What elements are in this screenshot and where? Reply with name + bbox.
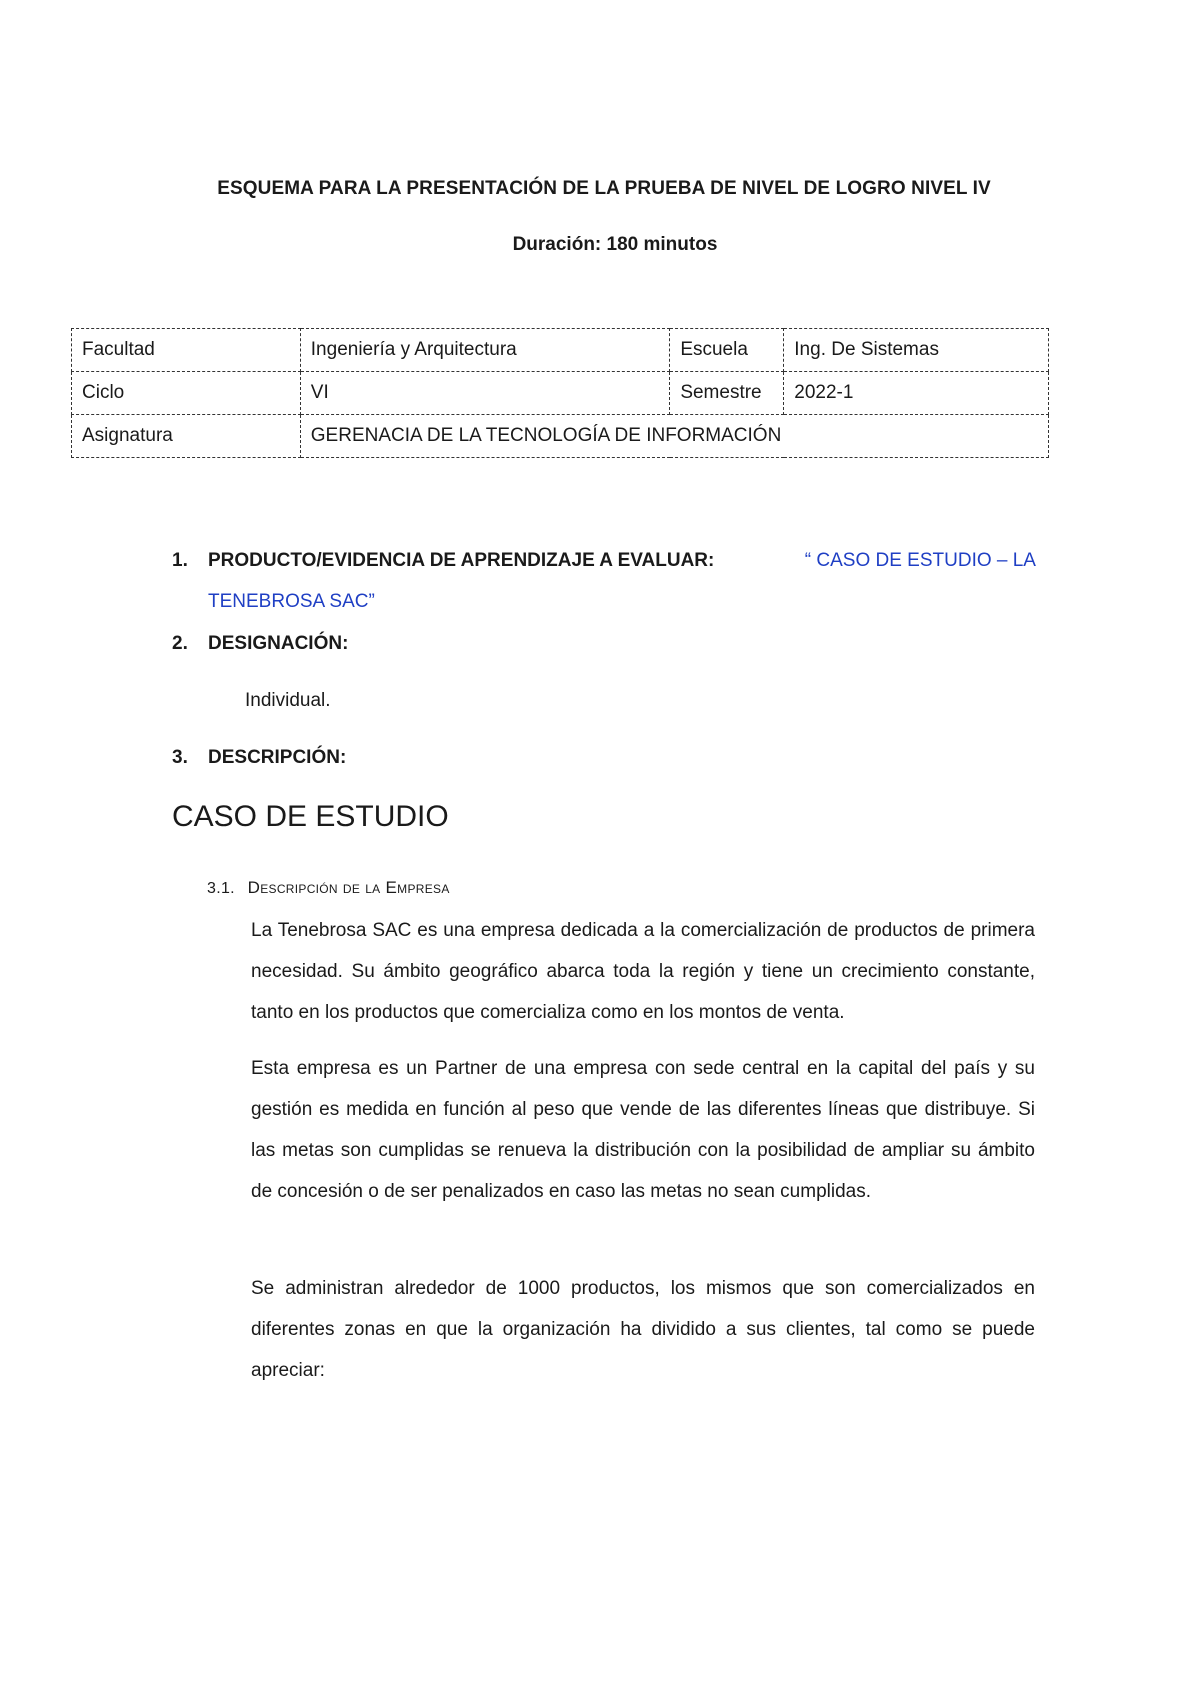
section-1-number: 1. <box>172 550 188 571</box>
paragraph-3: Se administran alrededor de 1000 productos, los mismos que son comercializados en diferentes zonas en que la organización ha dividido a sus clientes, tal como se puede apreciar: <box>251 1278 1035 1381</box>
section-1-label: PRODUCTO/EVIDENCIA DE APRENDIZAJE A EVALUAR: <box>208 550 715 571</box>
table-row <box>72 329 1049 372</box>
section-1-value-part2: TENEBROSA SAC” <box>208 591 375 612</box>
school-value: Ing. De Sistemas <box>784 329 1049 372</box>
table-row <box>72 415 1049 458</box>
section-1-value-part1: “ CASO DE ESTUDIO – LA <box>804 550 1036 571</box>
faculty-value: Ingeniería y Arquitectura <box>300 329 670 372</box>
designation-value: Individual. <box>245 690 331 711</box>
section-2-number: 2. <box>172 633 188 654</box>
semester-label: Semestre <box>670 372 784 415</box>
subsection-title: Descripción de la Empresa <box>247 878 450 897</box>
cycle-value: VI <box>300 372 670 415</box>
semester-value: 2022-1 <box>784 372 1049 415</box>
table-row <box>72 372 1049 415</box>
subject-value: GERENACIA DE LA TECNOLOGÍA DE INFORMACIÓN <box>300 415 1048 458</box>
subsection-number: 3.1. <box>207 880 235 897</box>
case-study-heading: CASO DE ESTUDIO <box>172 800 449 833</box>
paragraph-1: La Tenebrosa SAC es una empresa dedicada a la comercialización de productos de primera necesidad. Su ámbito geográfico abarca toda la región y tiene un crecimiento constante, tanto en los productos que comercializa como en los montos de venta. <box>251 920 1035 1023</box>
info-table <box>71 328 1049 458</box>
section-3-label: DESCRIPCIÓN: <box>208 747 347 768</box>
section-1-line <box>208 550 1036 572</box>
school-label: Escuela <box>670 329 784 372</box>
section-3-number: 3. <box>172 747 188 768</box>
subsection-heading <box>207 878 450 898</box>
document-title: ESQUEMA PARA LA PRESENTACIÓN DE LA PRUEBA DE NIVEL DE LOGRO NIVEL IV <box>217 178 991 199</box>
cycle-label: Ciclo <box>72 372 301 415</box>
subject-label: Asignatura <box>72 415 301 458</box>
faculty-label: Facultad <box>72 329 301 372</box>
paragraph-2: Esta empresa es un Partner de una empresa con sede central en la capital del país y su gestión es medida en función al peso que vende de las diferentes líneas que distribuye. Si las metas son cumplidas se renueva la distribución con la posibilidad de ampliar su ámbito de concesión o de ser penalizados en caso las metas no sean cumplidas. <box>251 1058 1035 1202</box>
section-2-label: DESIGNACIÓN: <box>208 633 349 654</box>
duration-line: Duración: 180 minutos <box>512 234 718 255</box>
